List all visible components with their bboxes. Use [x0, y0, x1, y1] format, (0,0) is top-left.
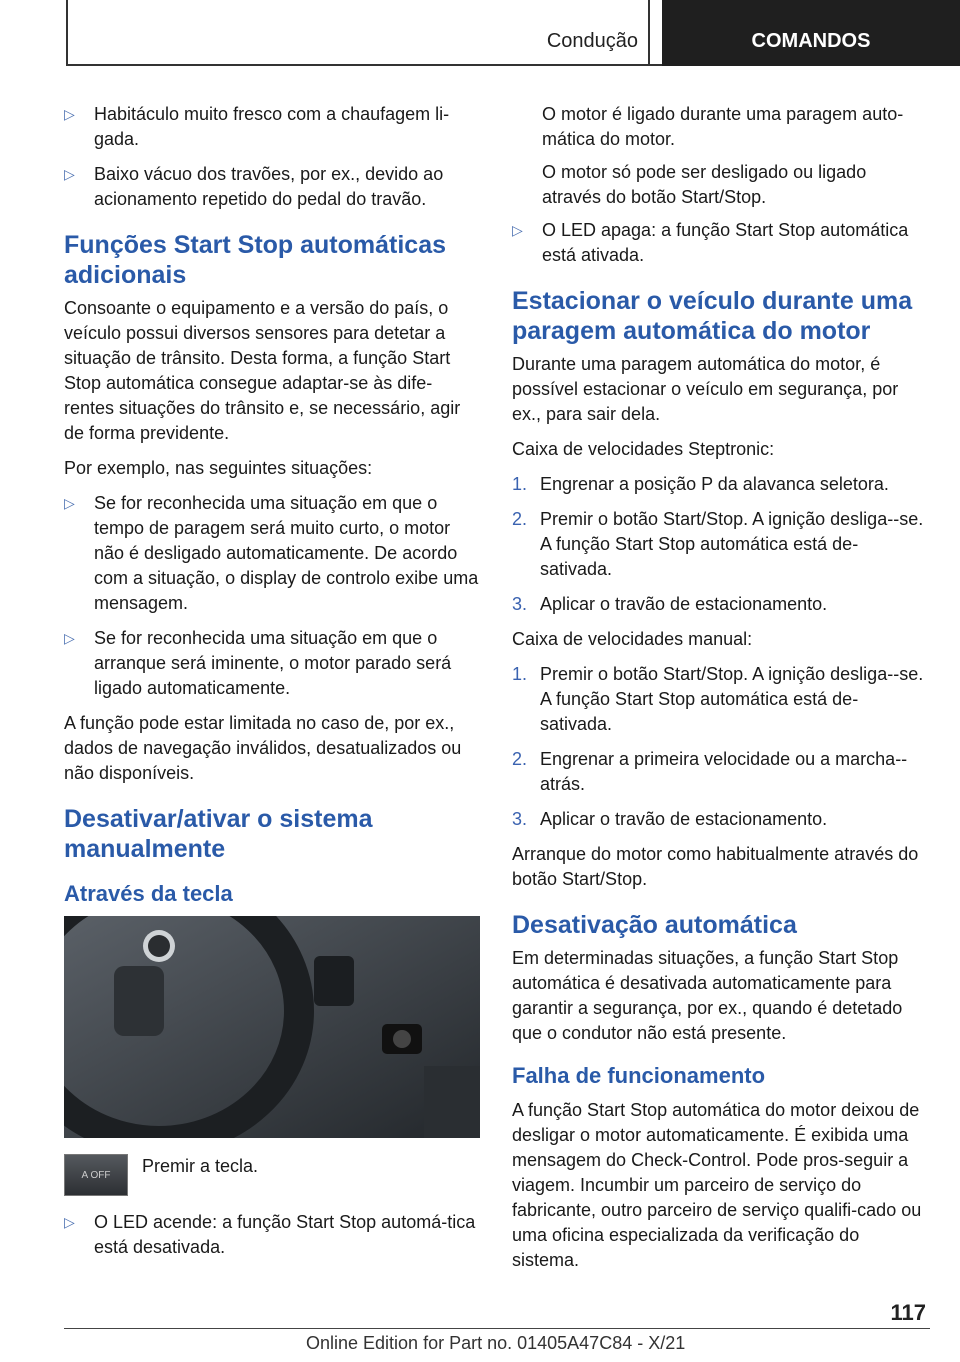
- list-item: ▷ Se for reconhecida uma situação em que o arranque será iminente, o motor parado será ligado automaticamente.: [64, 626, 480, 701]
- triangle-bullet-icon: ▷: [64, 166, 75, 182]
- list-item: ▷ O LED acende: a função Start Stop automá-tica está desativada.: [64, 1210, 480, 1260]
- header-mid-rule: [648, 0, 650, 66]
- paragraph: Consoante o equipamento e a versão do país, o veículo possui diversos sensores para detetar a situação de trânsito. Desta forma, a função Start Stop automática consegue adaptar-se às dife-rentes situações do trânsito e, se necessário, agir de forma previdente.: [64, 298, 461, 443]
- paragraph: A função pode estar limitada no caso de, por ex., dados de navegação inválidos, desatualizados ou não disponíveis.: [64, 713, 462, 783]
- paragraph: O motor é ligado durante uma paragem auto-mática do motor.: [542, 104, 904, 149]
- triangle-bullet-icon: ▷: [512, 222, 523, 238]
- numbered-step: 1. Premir o botão Start/Stop. A ignição desliga--se. A função Start Stop automática está de-sativada.: [512, 664, 924, 734]
- edition-note: Online Edition for Part no. 01405A47C84 - X/21: [306, 1333, 686, 1353]
- triangle-bullet-icon: ▷: [64, 495, 75, 511]
- header-tab: [662, 0, 960, 66]
- numbered-step: 2. Premir o botão Start/Stop. A ignição desliga--se. A função Start Stop automática está de-sativada.: [512, 509, 924, 579]
- header-section: Condução: [546, 30, 638, 52]
- header-left-rule: [66, 0, 68, 66]
- paragraph: Arranque do motor como habitualmente através do botão Start/Stop.: [512, 844, 919, 889]
- auto-start-stop-off-button-icon: A OFF: [64, 1154, 128, 1196]
- steering-wheel-photo: [64, 916, 480, 1138]
- paragraph: Durante uma paragem automática do motor, é possível estacionar o veículo em segurança, por ex., para sair dela.: [512, 354, 899, 424]
- left-column: [64, 102, 480, 1270]
- button-instruction: [64, 1154, 480, 1196]
- triangle-bullet-icon: ▷: [64, 1214, 75, 1230]
- numbered-step: 1. Engrenar a posição P da alavanca seletora.: [512, 474, 889, 494]
- list-item: ▷ Habitáculo muito fresco com a chaufagem li-gada.: [64, 102, 480, 152]
- header-bottom-rule: [66, 64, 662, 66]
- numbered-step: 2. Engrenar a primeira velocidade ou a marcha--atrás.: [512, 749, 908, 794]
- triangle-bullet-icon: ▷: [64, 106, 75, 122]
- heading-desativacao: Desativação automática: [512, 911, 797, 939]
- footer-rule: [64, 1328, 930, 1329]
- triangle-bullet-icon: ▷: [64, 630, 75, 646]
- steering-wheel-illustration: [64, 916, 480, 1138]
- header-tab-label: COMANDOS: [751, 29, 871, 52]
- list-item: ▷ O LED apaga: a função Start Stop automática está ativada.: [512, 218, 928, 268]
- paragraph: Por exemplo, nas seguintes situações:: [64, 458, 373, 478]
- numbered-step: 3. Aplicar o travão de estacionamento.: [512, 594, 828, 614]
- right-column: [512, 102, 928, 1283]
- paragraph: O motor só pode ser desligado ou ligado através do botão Start/Stop.: [542, 162, 867, 207]
- heading-atraves: Através da tecla: [64, 881, 233, 906]
- paragraph: Caixa de velocidades Steptronic:: [512, 439, 775, 459]
- heading-desativar: Desativar/ativar o sistema manualmente: [64, 805, 373, 863]
- paragraph: Caixa de velocidades manual:: [512, 629, 753, 649]
- numbered-step: 3. Aplicar o travão de estacionamento.: [512, 809, 828, 829]
- heading-estacionar: Estacionar o veículo durante uma paragem automática do motor: [512, 287, 913, 345]
- heading-funcoes: Funções Start Stop automáticas adicionais: [64, 231, 447, 289]
- list-item: ▷ Baixo vácuo dos travões, por ex., devido ao acionamento repetido do pedal do travão.: [64, 162, 480, 212]
- paragraph: A função Start Stop automática do motor deixou de desligar o motor automaticamente. É exibida uma mensagem do Check-Control. Pode pros-seguir a viagem. Incumbir um parceiro de serviço do fabricante, outro parceiro de serviço qualifi-cado ou uma oficina especializada da verificação do sistema.: [512, 1100, 922, 1270]
- list-item: ▷ Se for reconhecida uma situação em que o tempo de paragem será muito curto, o motor não é desligado automaticamente. De acordo com a situação, o display de controlo exibe uma mensagem.: [64, 491, 480, 616]
- instruction-text: Premir a tecla.: [142, 1156, 259, 1176]
- paragraph: Em determinadas situações, a função Start Stop automática é desativada automaticamente para garantir a segurança, por ex., quando é detetado que o condutor não está presente.: [512, 948, 903, 1043]
- heading-falha: Falha de funcionamento: [512, 1063, 766, 1088]
- page-number: 117: [890, 1300, 926, 1325]
